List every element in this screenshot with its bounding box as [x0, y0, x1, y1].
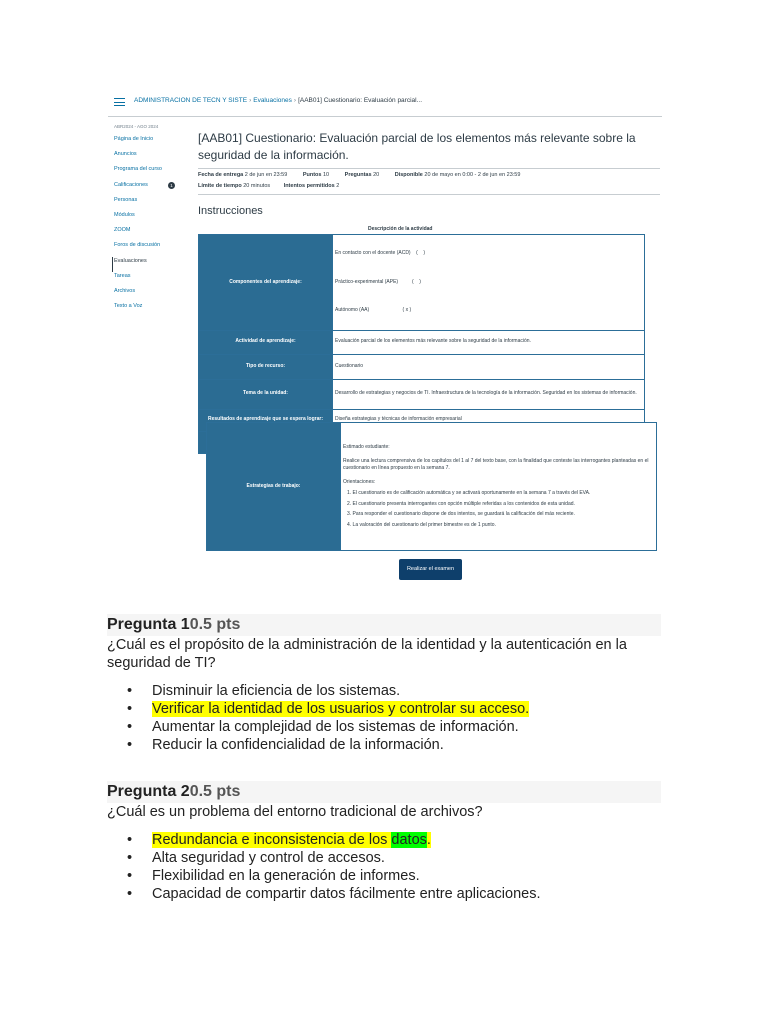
- row-value: Diseña estrategias y técnicas de información empresarial: [333, 409, 645, 431]
- bullet-icon: •: [127, 701, 133, 717]
- strategies-orientations-label: Orientaciones:: [343, 478, 376, 485]
- option-text: Disminuir la eficiencia de los sistemas.: [152, 683, 401, 699]
- option-text-highlighted: Verificar la identidad de los usuarios y controlar su acceso.: [152, 701, 530, 717]
- strategies-item: 1. El cuestionario es de calificación automática y se activará oportunamente en la semana 7 a través del EVA.: [347, 490, 591, 496]
- component-aa: Autónomo (AA) ( x ): [335, 307, 412, 313]
- question-label: Pregunta 1: [107, 616, 190, 633]
- time-limit-label: Límite de tiempo: [198, 183, 242, 189]
- list-item: [107, 885, 661, 903]
- row-value: Evaluación parcial de los elementos más relevante sobre la seguridad de la información.: [333, 330, 645, 354]
- breadcrumb: [108, 94, 662, 117]
- question-points: 0.5 pts: [189, 783, 241, 800]
- questions-value: 20: [373, 172, 380, 178]
- take-exam-button[interactable]: Realizar el examen: [399, 559, 462, 580]
- points-label: Puntos: [302, 172, 322, 178]
- row-value: [341, 423, 657, 551]
- strategies-greeting: Estimado estudiante:: [343, 444, 390, 450]
- option-text: Alta seguridad y control de accesos.: [152, 850, 385, 866]
- row-label: Resultados de aprendizaje que se espera lograr:: [199, 409, 333, 431]
- table-row: [199, 354, 645, 379]
- table-row: [199, 330, 645, 354]
- bullet-icon: •: [127, 683, 133, 699]
- option-word-highlighted: datos: [391, 832, 427, 848]
- nav-item-archivos[interactable]: Archivos: [114, 287, 136, 294]
- attempts-label: Intentos permitidos: [283, 183, 335, 189]
- bullet-icon: •: [127, 850, 133, 866]
- list-item: [107, 849, 661, 867]
- row-value: Cuestionario: [333, 354, 645, 379]
- table-heading: Descripción de la actividad: [368, 226, 433, 232]
- table-row: [199, 379, 645, 409]
- strategies-item: 3. Para responder el cuestionario dispone de dos intentos, se guardará la calificación del más reciente.: [347, 511, 575, 517]
- option-text-highlighted: Redundancia e inconsistencia de los: [152, 832, 392, 848]
- nav-item-personas[interactable]: Personas: [114, 196, 138, 203]
- instructions-heading: Instrucciones: [198, 205, 263, 217]
- available-label: Disponible: [394, 172, 423, 178]
- option-text-highlighted: .: [426, 832, 431, 848]
- option-text: Aumentar la complejidad de los sistemas de información.: [152, 719, 519, 735]
- nav-item-inicio[interactable]: Página de Inicio: [114, 136, 154, 142]
- option-text: Reducir la confidencialidad de la información.: [152, 737, 444, 753]
- strategies-item: 2. El cuestionario presenta interrogantes con opción múltiple referidas a los contenidos de esta unidad.: [347, 500, 575, 507]
- breadcrumb-separator: ›: [293, 97, 297, 104]
- row-value: Desarrollo de estrategias y negocios de TI. Infraestructura de la tecnología de la información. Seguridad en los sistemas de información.: [333, 379, 645, 409]
- question-2-options: [107, 831, 661, 903]
- breadcrumb-course[interactable]: ADMINISTRACION DE TECN Y SISTE: [134, 97, 248, 104]
- option-text: Flexibilidad en la generación de informes.: [152, 868, 420, 884]
- table-row: [207, 423, 657, 551]
- row-label: Tipo de recurso:: [199, 354, 333, 379]
- course-navigation: [114, 124, 184, 317]
- bullet-icon: •: [127, 737, 133, 753]
- strategies-intro: Realice una lectura comprensiva de los capítulos del 1 al 7 del texto base, con la finalidad que conteste las interrogantes planteadas en el cuestionario en línea propuesto en la semana 7.: [343, 457, 649, 471]
- nav-item-anuncios[interactable]: Anuncios: [114, 151, 137, 158]
- nav-item-evaluaciones[interactable]: Evaluaciones: [112, 257, 184, 272]
- nav-item-tareas[interactable]: Tareas: [114, 272, 131, 279]
- question-label: Pregunta 2: [107, 783, 190, 800]
- question-2-header: [107, 781, 661, 803]
- breadcrumb-separator: ›: [249, 97, 252, 104]
- list-item: [107, 867, 661, 885]
- component-ape: Práctico-experimental (APE) ( ): [335, 278, 421, 285]
- time-limit-value: 20 minutos: [243, 183, 271, 189]
- quiz-meta-row-1: [198, 172, 520, 178]
- due-label: Fecha de entrega: [198, 172, 244, 178]
- question-2-text: ¿Cuál es un problema del entorno tradicional de archivos?: [107, 804, 483, 820]
- points-value: 10: [323, 172, 330, 178]
- list-item: [107, 682, 661, 700]
- breadcrumb-section[interactable]: Evaluaciones: [253, 97, 292, 104]
- bullet-icon: •: [127, 868, 133, 884]
- list-item: [107, 736, 661, 754]
- row-label: Actividad de aprendizaje:: [199, 330, 333, 354]
- activity-table: [198, 234, 645, 454]
- row-label: Tema de la unidad:: [199, 379, 333, 409]
- nav-item-programa[interactable]: Programa del curso: [114, 166, 162, 173]
- nav-item-label: Calificaciones: [114, 181, 148, 188]
- nav-item-texto-a-voz[interactable]: Texto a Voz: [114, 303, 143, 310]
- question-1-header: [107, 614, 661, 636]
- row-label: Componentes del aprendizaje:: [199, 235, 333, 331]
- strategies-item: 4. La valoración del cuestionario del primer bimestre es de 1 punto.: [347, 521, 496, 528]
- nav-item-foros[interactable]: Foros de discusión: [114, 242, 161, 249]
- list-item: [107, 718, 661, 736]
- breadcrumb-current: [AAB01] Cuestionario: Evaluación parcial...: [298, 97, 423, 104]
- strategies-table: [206, 422, 657, 551]
- questions-label: Preguntas: [344, 172, 372, 178]
- notification-badge: 1: [168, 182, 175, 189]
- attempts-value: 2: [336, 183, 340, 189]
- available-value: 20 de mayo en 0:00 - 2 de jun en 23:59: [424, 172, 521, 178]
- bullet-icon: •: [127, 886, 133, 902]
- quiz-screenshot: [108, 88, 664, 588]
- term-label: ABR2024 - AGO 2024: [114, 124, 159, 129]
- quiz-meta-row-2: [198, 183, 339, 189]
- question-1-options: [107, 682, 661, 754]
- table-row: [199, 235, 645, 331]
- row-label: Estrategias de trabajo:: [207, 423, 341, 551]
- list-item: [107, 831, 661, 849]
- list-item: [107, 700, 661, 718]
- row-value: [333, 235, 645, 331]
- bullet-icon: •: [127, 832, 133, 848]
- hamburger-menu-icon[interactable]: [114, 98, 125, 109]
- question-points: 0.5 pts: [189, 616, 241, 633]
- bullet-icon: •: [127, 719, 133, 735]
- question-1-text: ¿Cuál es el propósito de la administración de la identidad y la autenticación en la seguridad de TI?: [107, 637, 627, 671]
- nav-item-modulos[interactable]: Módulos: [114, 211, 135, 218]
- quiz-title: [AAB01] Cuestionario: Evaluación parcial de los elementos más relevante sobre la seguridad de la información.: [198, 131, 636, 162]
- nav-item-calificaciones[interactable]: [114, 181, 184, 196]
- due-value: 2 de jun en 23:59: [244, 172, 288, 178]
- divider: [198, 168, 660, 169]
- option-text: Capacidad de compartir datos fácilmente entre aplicaciones.: [152, 886, 541, 902]
- nav-item-zoom[interactable]: ZOOM: [114, 227, 131, 234]
- component-acd: En contacto con el docente (ACD) ( ): [335, 250, 426, 256]
- divider: [198, 194, 660, 195]
